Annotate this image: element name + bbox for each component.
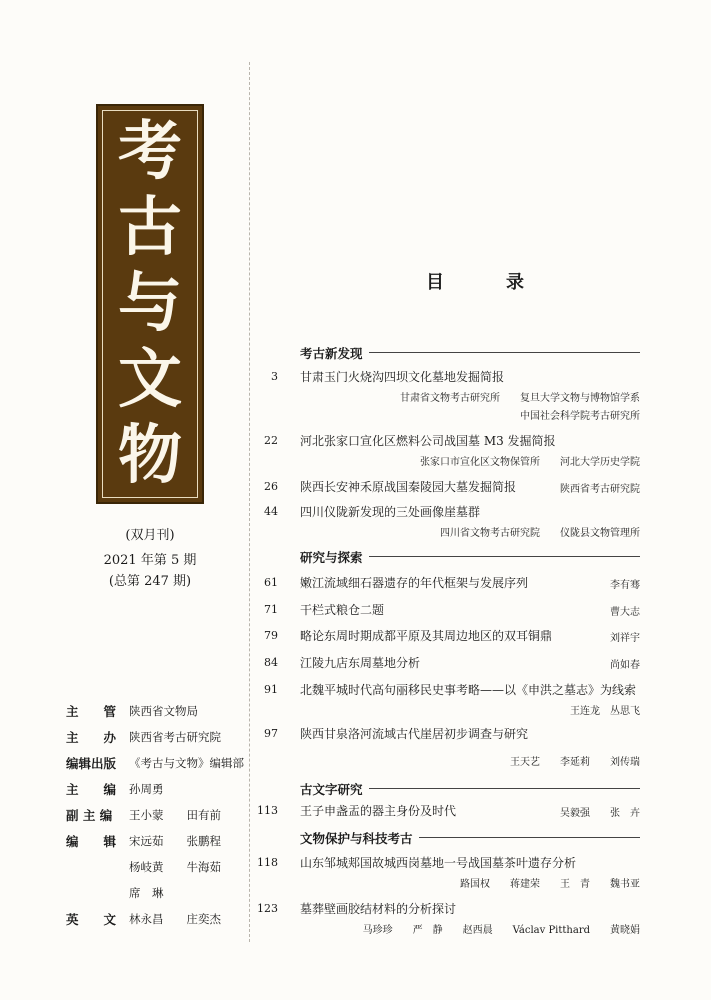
entry-title[interactable]: 陕西长安神禾原战国秦陵园大墓发掘简报 bbox=[300, 480, 517, 494]
masthead-value: 席 琳 bbox=[129, 886, 164, 900]
entry-title[interactable]: 江陵九店东周墓地分析 bbox=[300, 656, 421, 670]
entry-page: 44 bbox=[264, 505, 278, 518]
entry-author: 张家口市宣化区文物保管所 河北大学历史学院 bbox=[420, 457, 640, 468]
entry-title[interactable]: 河北张家口宣化区燃料公司战国墓 M3 发掘简报 bbox=[300, 434, 556, 448]
entry-page: 22 bbox=[264, 434, 278, 447]
issue-number: 2021 年第 5 期 bbox=[103, 553, 197, 568]
logo-char-4: 文 bbox=[118, 342, 182, 417]
entry-title[interactable]: 北魏平城时代高句丽移民史事考略——以《申洪之墓志》为线索 bbox=[300, 683, 637, 697]
masthead-row bbox=[66, 728, 246, 754]
section-label: 研究与探索 bbox=[300, 548, 369, 566]
masthead-row bbox=[66, 910, 246, 936]
entry-title[interactable]: 四川仪陇新发现的三处画像崖墓群 bbox=[300, 505, 481, 519]
entry-author: 王天艺 李延莉 刘传瑞 bbox=[510, 757, 640, 768]
entry-title[interactable]: 略论东周时期成都平原及其周边地区的双耳铜鼎 bbox=[300, 629, 553, 643]
masthead-label: 主 办 bbox=[66, 730, 117, 745]
masthead-label: 编辑出版 bbox=[66, 756, 117, 771]
entry-author: 陕西省考古研究院 bbox=[560, 484, 640, 495]
entry-page: 71 bbox=[264, 603, 278, 616]
entry-page: 79 bbox=[264, 629, 278, 642]
masthead-label: 主 管 bbox=[66, 704, 117, 719]
section-label: 古文字研究 bbox=[300, 780, 369, 798]
entry-page: 26 bbox=[264, 480, 278, 493]
issue-total: (总第 247 期) bbox=[108, 574, 192, 589]
masthead-row bbox=[66, 702, 246, 728]
logo-char-5: 物 bbox=[118, 418, 182, 493]
section-header bbox=[300, 780, 640, 796]
masthead-row bbox=[66, 806, 246, 832]
entry-page: 61 bbox=[264, 576, 278, 589]
masthead-value: 王小蒙 田有前 bbox=[129, 808, 221, 822]
section-label: 考古新发现 bbox=[300, 344, 369, 362]
entry-title[interactable]: 干栏式粮仓二题 bbox=[300, 603, 385, 617]
masthead-row bbox=[66, 780, 246, 806]
entry-author: 王连龙 丛思飞 bbox=[570, 706, 640, 717]
logo-char-3: 与 bbox=[118, 266, 182, 341]
masthead-value: 陕西省考古研究院 bbox=[129, 730, 221, 744]
masthead-value: 林永昌 庄奕杰 bbox=[129, 912, 221, 926]
entry-title[interactable]: 墓葬壁画胶结材料的分析探讨 bbox=[300, 902, 457, 916]
masthead-value: 《考古与文物》编辑部 bbox=[129, 756, 244, 770]
section-header bbox=[300, 344, 640, 360]
entry-page: 97 bbox=[264, 727, 278, 740]
entry-author: 李有骞 bbox=[610, 580, 640, 591]
section-header bbox=[300, 548, 640, 564]
entry-author: 马珍珍 严 静 赵西晨 Václav Pitthard 黄晓娟 bbox=[362, 925, 640, 936]
column-divider bbox=[249, 62, 250, 942]
entry-title[interactable]: 山东邹城郏国故城西岗墓地一号战国墓茶叶遗存分析 bbox=[300, 856, 577, 870]
entry-page: 3 bbox=[271, 370, 278, 383]
masthead-row bbox=[66, 832, 246, 858]
entry-page: 113 bbox=[257, 804, 278, 817]
entry-title[interactable]: 陕西甘泉洛河流域古代崖居初步调查与研究 bbox=[300, 727, 529, 741]
entry-author: 吴毅强 张 卉 bbox=[560, 808, 640, 819]
masthead-value: 宋远茹 张鹏程 bbox=[129, 834, 221, 848]
section-label: 文物保护与科技考古 bbox=[300, 829, 419, 847]
entry-author: 中国社会科学院考古研究所 bbox=[520, 411, 640, 422]
masthead-row bbox=[66, 884, 246, 910]
masthead-label: 主 编 bbox=[66, 782, 117, 797]
masthead-row bbox=[66, 858, 246, 884]
entry-author: 甘肃省文物考古研究所 复旦大学文物与博物馆学系 bbox=[400, 393, 640, 404]
entry-page: 91 bbox=[264, 683, 278, 696]
issue-frequency: (双月刊) bbox=[125, 528, 175, 543]
masthead-label: 编 辑 bbox=[66, 834, 117, 849]
journal-logo bbox=[96, 104, 204, 504]
masthead-value: 陕西省文物局 bbox=[129, 704, 198, 718]
entry-author: 路国权 蒋建荣 王 青 魏书亚 bbox=[460, 879, 640, 890]
masthead-label: 副 主 编 bbox=[66, 808, 113, 823]
entry-author: 曹大志 bbox=[610, 607, 640, 618]
entry-page: 84 bbox=[264, 656, 278, 669]
logo-char-1: 考 bbox=[118, 114, 182, 189]
entry-author: 刘祥宇 bbox=[610, 633, 640, 644]
toc-title: 目 录 bbox=[426, 272, 546, 293]
entry-title[interactable]: 嫩江流域细石器遗存的年代框架与发展序列 bbox=[300, 576, 529, 590]
logo-char-2: 古 bbox=[118, 190, 182, 265]
entry-page: 118 bbox=[257, 856, 278, 869]
entry-page: 123 bbox=[257, 902, 278, 915]
masthead-label: 英 文 bbox=[66, 912, 117, 927]
entry-title[interactable]: 王子申盏盂的器主身份及时代 bbox=[300, 804, 457, 818]
entry-author: 尚如春 bbox=[610, 660, 640, 671]
entry-author: 四川省文物考古研究院 仪陇县文物管理所 bbox=[440, 528, 640, 539]
entry-title[interactable]: 甘肃玉门火烧沟四坝文化墓地发掘简报 bbox=[300, 370, 505, 384]
masthead-value: 孙周勇 bbox=[129, 782, 164, 796]
masthead bbox=[66, 702, 246, 936]
masthead-row bbox=[66, 754, 246, 780]
section-header bbox=[300, 829, 640, 845]
masthead-value: 杨岐黄 牛海茹 bbox=[129, 860, 221, 874]
